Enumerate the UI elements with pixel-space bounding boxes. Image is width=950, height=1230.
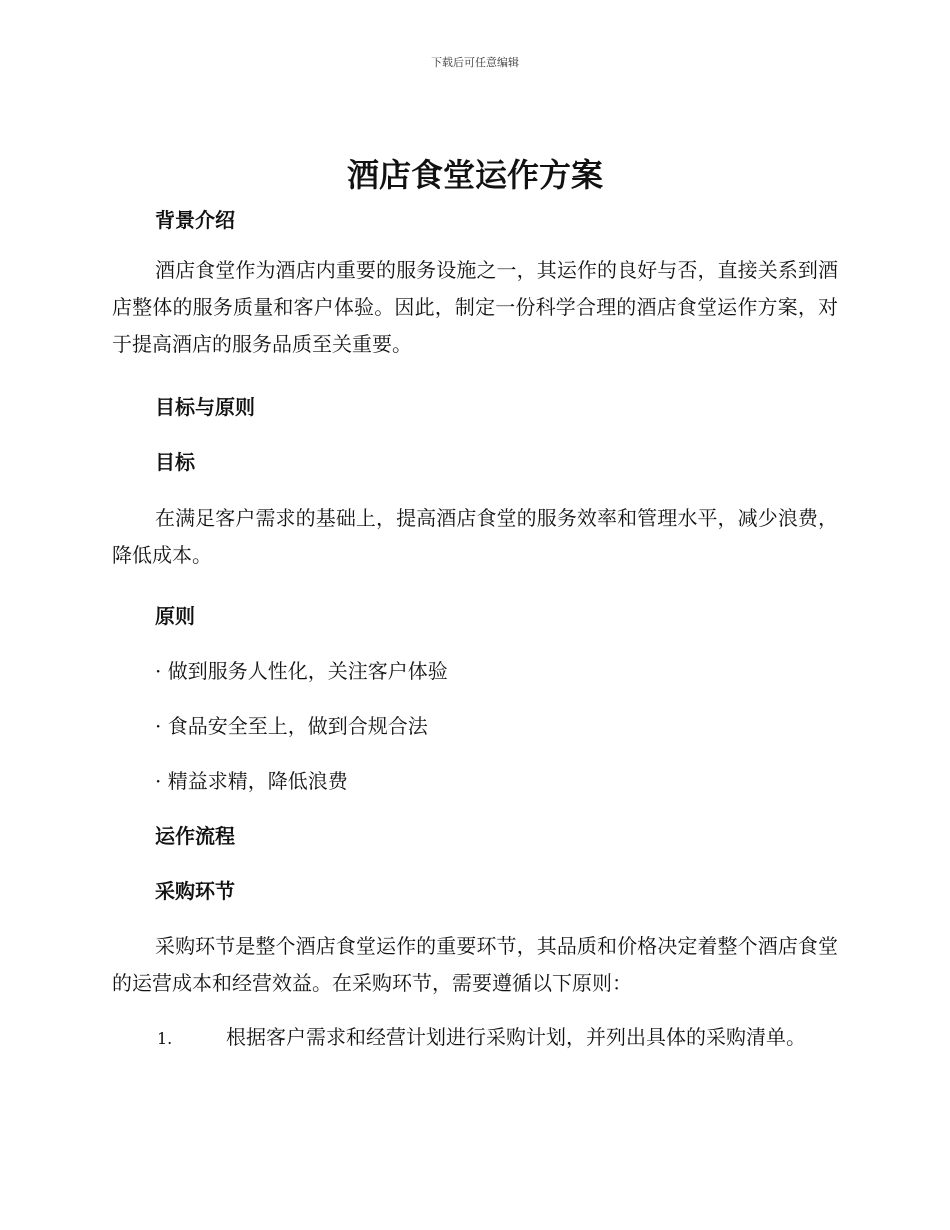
section-heading-process: 运作流程 [155,824,235,848]
document-body [112,200,838,1059]
subheading-principle: 原则 [155,604,195,628]
background-paragraph: 酒店食堂作为酒店内重要的服务设施之一，其运作的良好与否，直接关系到酒店整体的服务质量和客户体验。因此，制定一份科学合理的酒店食堂运作方案，对于提高酒店的服务品质至关重要。 [112,258,838,356]
document-title: 酒店食堂运作方案 [346,156,603,194]
procurement-paragraph: 采购环节是整个酒店食堂运作的重要环节，其品质和价格决定着整个酒店食堂的运营成本和经营效益。在采购环节，需要遵循以下原则： [112,934,838,995]
numbered-rule-item [112,1017,838,1059]
principle-item: · 食品安全至上，做到合规合法 [155,714,428,738]
page-header-note: 下载后可任意编辑 [431,56,519,69]
goal-paragraph: 在满足客户需求的基础上，提高酒店食堂的服务效率和管理水平，减少浪费，降低成本。 [112,506,838,567]
section-heading-goals-principles: 目标与原则 [155,395,255,419]
principle-item: · 做到服务人性化，关注客户体验 [155,659,448,683]
principle-item: · 精益求精，降低浪费 [155,769,348,793]
section-heading-background: 背景介绍 [155,208,235,232]
subheading-procurement: 采购环节 [155,879,235,903]
rule-text: 根据客户需求和经营计划进行采购计划，并列出具体的采购清单。 [226,1025,806,1049]
rule-number: 1. [157,1029,173,1048]
subheading-goal: 目标 [155,450,195,474]
